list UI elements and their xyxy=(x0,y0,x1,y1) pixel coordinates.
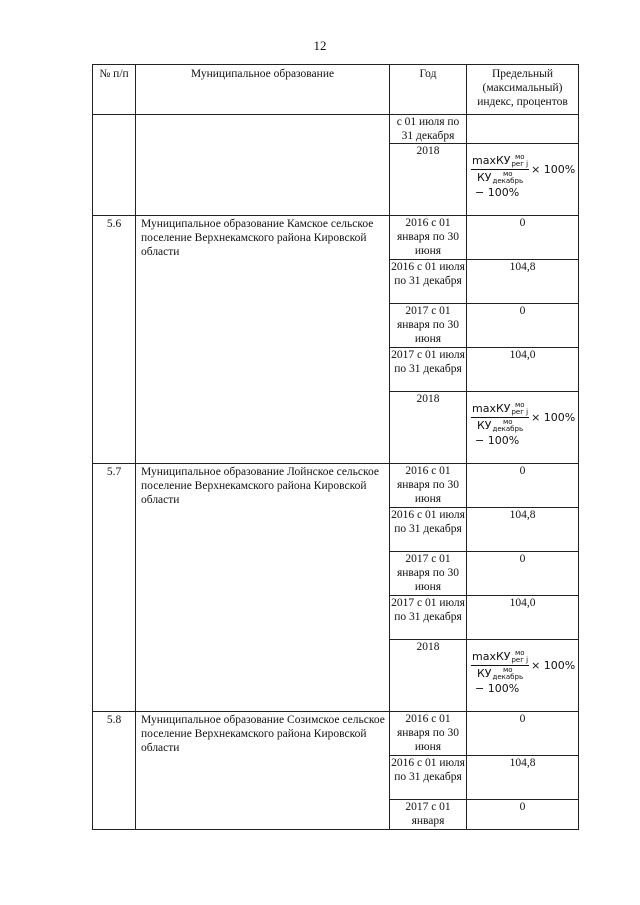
year-cell: 2017 с 01 января по 30 июня xyxy=(390,552,467,596)
index-cell: 0 xyxy=(467,216,579,260)
index-cell: 0 xyxy=(467,464,579,508)
index-cell: 104,8 xyxy=(467,756,579,800)
index-cell: 0 xyxy=(467,552,579,596)
year-cell: 2017 с 01 января xyxy=(390,800,467,830)
table-row xyxy=(93,464,579,508)
formula-denominator xyxy=(471,418,529,433)
formula-numerator-text: maxКУ xyxy=(472,402,511,415)
formula-times: × 100% xyxy=(531,659,576,672)
year-cell: 2016 с 01 января по 30 июня xyxy=(390,216,467,260)
index-cell: 0 xyxy=(467,800,579,830)
formula-denominator-scripts xyxy=(493,419,524,433)
formula-denominator-scripts xyxy=(493,171,524,185)
year-cell: 2016 с 01 января по 30 июня xyxy=(390,712,467,756)
year-cell: 2017 с 01 июля по 31 декабря xyxy=(390,348,467,392)
header-municipality: Муниципальное образование xyxy=(136,65,390,115)
index-formula-cell xyxy=(467,392,579,464)
table-row xyxy=(93,216,579,260)
formula-numerator xyxy=(471,154,529,170)
formula-times: × 100% xyxy=(531,411,576,424)
formula-numerator-scripts xyxy=(511,650,528,664)
formula-denominator-sub: декабрь xyxy=(492,425,524,433)
municipality-cell-continued xyxy=(136,115,390,216)
formula-numerator xyxy=(471,402,529,418)
index-cell: 104,8 xyxy=(467,260,579,304)
table-row xyxy=(93,712,579,756)
formula-minus: − 100% xyxy=(475,186,520,199)
index-cell: 0 xyxy=(467,304,579,348)
tariff-index-table xyxy=(92,64,579,830)
section-number: 5.8 xyxy=(93,712,136,830)
year-cell: 2016 с 01 июля по 31 декабря xyxy=(390,260,467,304)
year-cell: 2018 xyxy=(390,144,467,216)
year-cell: с 01 июля по 31 декабря xyxy=(390,115,467,144)
formula-denominator xyxy=(471,666,529,681)
year-cell: 2016 с 01 июля по 31 декабря xyxy=(390,756,467,800)
year-cell: 2017 с 01 июля по 31 декабря xyxy=(390,596,467,640)
formula-denominator-sup: мо xyxy=(503,418,513,426)
index-cell xyxy=(467,115,579,144)
formula-numerator-scripts xyxy=(511,402,528,416)
formula-numerator-sup: мо xyxy=(515,401,525,409)
formula-numerator-text: maxКУ xyxy=(472,154,511,167)
section-number: 5.6 xyxy=(93,216,136,464)
num-cell-continued xyxy=(93,115,136,216)
year-cell: 2018 xyxy=(390,392,467,464)
year-cell: 2016 с 01 января по 30 июня xyxy=(390,464,467,508)
section-number: 5.7 xyxy=(93,464,136,712)
formula-fraction xyxy=(471,650,529,681)
page-number: 12 xyxy=(313,38,327,53)
year-cell: 2017 с 01 января по 30 июня xyxy=(390,304,467,348)
formula-denominator-sub: декабрь xyxy=(492,673,524,681)
index-cell: 0 xyxy=(467,712,579,756)
year-cell: 2016 с 01 июля по 31 декабря xyxy=(390,508,467,552)
formula-fraction xyxy=(471,154,529,185)
formula-minus: − 100% xyxy=(475,434,520,447)
formula-denominator-sup: мо xyxy=(503,666,513,674)
header-num: № п/п xyxy=(93,65,136,115)
formula-numerator-sub: рег j xyxy=(511,656,529,664)
formula-numerator xyxy=(471,650,529,666)
formula-denominator-text: КУ xyxy=(477,419,492,432)
formula-denominator-sub: декабрь xyxy=(492,177,524,185)
formula-numerator-sub: рег j xyxy=(511,408,529,416)
header-index: Предельный (максимальный) индекс, процентов xyxy=(467,65,579,115)
formula-denominator-sup: мо xyxy=(503,170,513,178)
formula-denominator-text: КУ xyxy=(477,171,492,184)
table-body xyxy=(93,115,579,830)
index-formula-cell xyxy=(467,144,579,216)
index-cell: 104,8 xyxy=(467,508,579,552)
table-header-row xyxy=(93,65,579,115)
formula-times: × 100% xyxy=(531,163,576,176)
index-cell: 104,0 xyxy=(467,348,579,392)
formula-denominator-text: КУ xyxy=(477,667,492,680)
formula-numerator-scripts xyxy=(511,154,528,168)
municipality-name: Муниципальное образование Камское сельское поселение Верхнекамского района Кировской области xyxy=(136,216,390,464)
municipality-name: Муниципальное образование Лойнское сельское поселение Верхнекамского района Кировской области xyxy=(136,464,390,712)
formula-numerator-sub: рег j xyxy=(511,160,529,168)
year-cell: 2018 xyxy=(390,640,467,712)
formula-fraction xyxy=(471,402,529,433)
formula-denominator-scripts xyxy=(493,667,524,681)
formula-numerator-text: maxКУ xyxy=(472,650,511,663)
formula-denominator xyxy=(471,170,529,185)
table-row xyxy=(93,115,579,144)
formula-numerator-sup: мо xyxy=(515,153,525,161)
municipality-name: Муниципальное образование Созимское сельское поселение Верхнекамского района Кировской области xyxy=(136,712,390,830)
index-formula-cell xyxy=(467,640,579,712)
formula-numerator-sup: мо xyxy=(515,649,525,657)
index-cell: 104,0 xyxy=(467,596,579,640)
header-year: Год xyxy=(390,65,467,115)
formula-minus: − 100% xyxy=(475,682,520,695)
